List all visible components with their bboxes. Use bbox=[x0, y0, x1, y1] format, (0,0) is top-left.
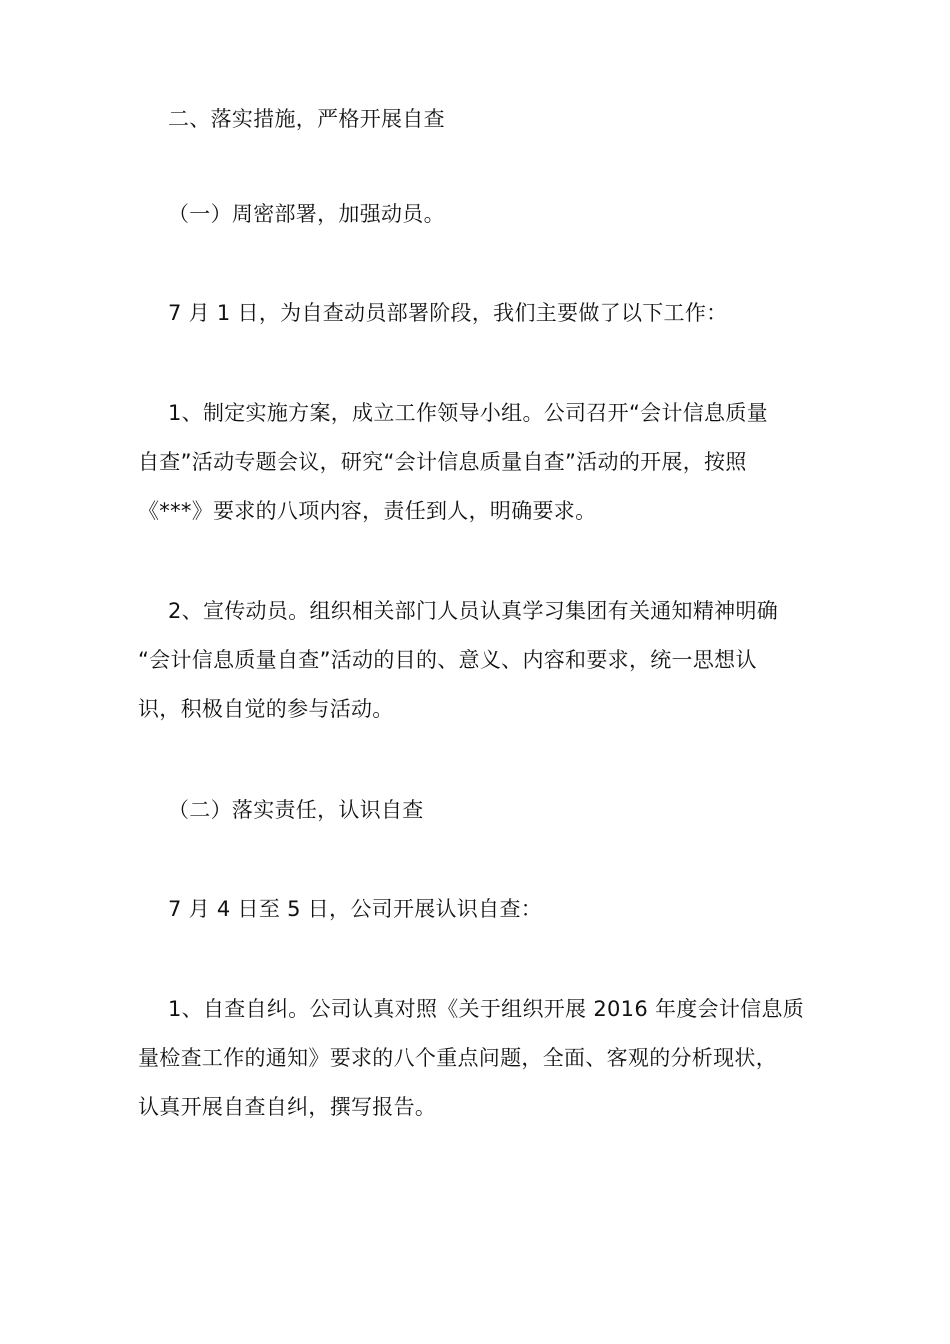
subsection-heading-2 bbox=[138, 786, 818, 835]
text-line: 1、自查自纠。公司认真对照《关于组织开展 2016 年度会计信息质 bbox=[168, 997, 805, 1021]
list-item-3 bbox=[138, 985, 818, 1132]
text-line: 7 月 4 日至 5 日，公司开展认识自查： bbox=[168, 897, 543, 921]
text-line: （二）落实责任，认识自查 bbox=[168, 798, 424, 822]
text-line: 7 月 1 日，为自查动员部署阶段，我们主要做了以下工作： bbox=[168, 301, 728, 325]
text-line: 认真开展自查自纠，撰写报告。 bbox=[138, 1095, 437, 1119]
subsection-heading bbox=[138, 190, 818, 239]
text-line: （一）周密部署，加强动员。 bbox=[168, 202, 445, 226]
text-line: 量检查工作的通知》要求的八个重点问题，全面、客观的分析现状， bbox=[138, 1046, 777, 1070]
section-heading bbox=[138, 95, 818, 144]
text-line: 《***》要求的八项内容，责任到人，明确要求。 bbox=[138, 499, 597, 523]
list-item-1 bbox=[138, 389, 818, 536]
text-line: 自查”活动专题会议，研究“会计信息质量自查”活动的开展，按照 bbox=[138, 450, 747, 474]
text-line: 识，积极自觉的参与活动。 bbox=[138, 697, 394, 721]
text-line: 1、制定实施方案，成立工作领导小组。公司召开“会计信息质量 bbox=[168, 401, 768, 425]
paragraph-july-1 bbox=[138, 289, 818, 338]
text-line: 2、宣传动员。组织相关部门人员认真学习集团有关通知精神明确 bbox=[168, 599, 779, 623]
list-item-2 bbox=[138, 587, 818, 734]
text-line: “会计信息质量自查”活动的目的、意义、内容和要求，统一思想认 bbox=[138, 648, 757, 672]
paragraph-july-4 bbox=[138, 885, 818, 934]
text-line: 二、落实措施，严格开展自查 bbox=[168, 107, 445, 131]
